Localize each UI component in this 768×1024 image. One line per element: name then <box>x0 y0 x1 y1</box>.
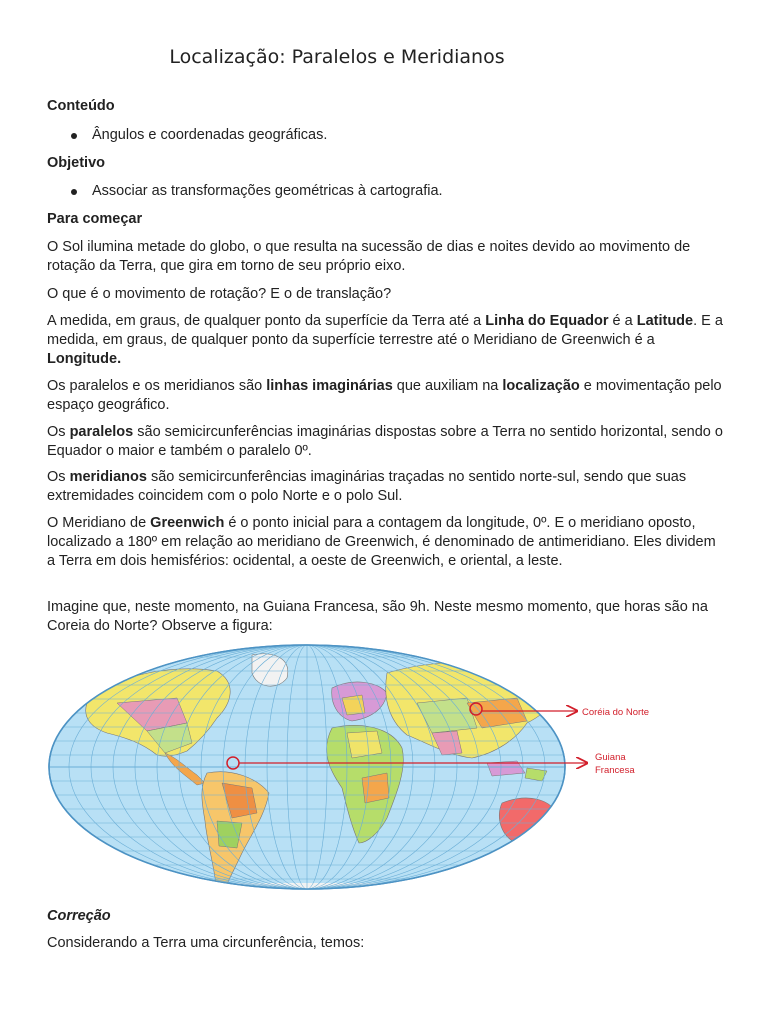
bullet-icon <box>71 133 77 139</box>
label-korea: Coréia do Norte <box>582 707 650 718</box>
heading-para-comecar: Para começar <box>47 211 143 227</box>
paragraph-greenwich: O Meridiano de Greenwich é o ponto inicial para a contagem da longitude, 0º. E o meridiano oposto, localizado a 180º em relação ao meridiano de Greenwich, é denominado de antimeridiano. Eles dividem a Terra em dois hemisférios: ocidental, a oeste de Greenwich, e oriental, a leste. <box>47 515 716 569</box>
bullet-icon <box>71 189 77 195</box>
label-guiana-line2: Francesa <box>595 765 635 776</box>
heading-correcao: Correção <box>47 908 111 924</box>
paragraph-question: O que é o movimento de rotação? E o de translação? <box>47 286 392 302</box>
world-map-figure <box>47 643 727 897</box>
paragraph-correcao: Considerando a Terra uma circunferência, temos: <box>47 935 365 951</box>
heading-objetivo: Objetivo <box>47 155 106 171</box>
label-guiana-line1: Guiana <box>595 752 626 763</box>
list-conteudo <box>47 126 727 145</box>
page-title: Localização: Paralelos e Meridianos <box>169 46 505 68</box>
list-item: Associar as transformações geométricas à cartografia. <box>47 182 727 201</box>
list-item: Ângulos e coordenadas geográficas. <box>47 126 727 145</box>
world-map <box>47 643 727 897</box>
heading-conteudo: Conteúdo <box>47 98 115 114</box>
paragraph-rotation: O Sol ilumina metade do globo, o que resulta na sucessão de dias e noites devido ao movimento de rotação da Terra, que gira em torno de seu próprio eixo. <box>47 239 691 274</box>
paragraph-latitude-longitude: A medida, em graus, de qualquer ponto da superfície da Terra até a Linha do Equador é a Latitude. E a medida, em graus, de qualquer ponto da superfície terrestre até o Meridiano de Greenwich é a Longitude. <box>47 313 723 367</box>
paragraph-paralelos: Os paralelos são semicircunferências imaginárias dispostas sobre a Terra no sentido horizontal, sendo o Equador o maior e também o paralelo 0º. <box>47 424 723 459</box>
australia <box>499 798 559 844</box>
paragraph-meridianos: Os meridianos são semicircunferências imaginárias traçadas no sentido norte-sul, sendo que suas extremidades coincidem com o polo Norte e o polo Sul. <box>47 469 687 504</box>
paragraph-question-time: Imagine que, neste momento, na Guiana Francesa, são 9h. Neste mesmo momento, que horas são na Coreia do Norte? Observe a figura: <box>47 599 708 634</box>
paragraph-imaginary-lines: Os paralelos e os meridianos são linhas imaginárias que auxiliam na localização e movimentação pelo espaço geográfico. <box>47 378 722 413</box>
list-objetivo <box>47 182 727 201</box>
